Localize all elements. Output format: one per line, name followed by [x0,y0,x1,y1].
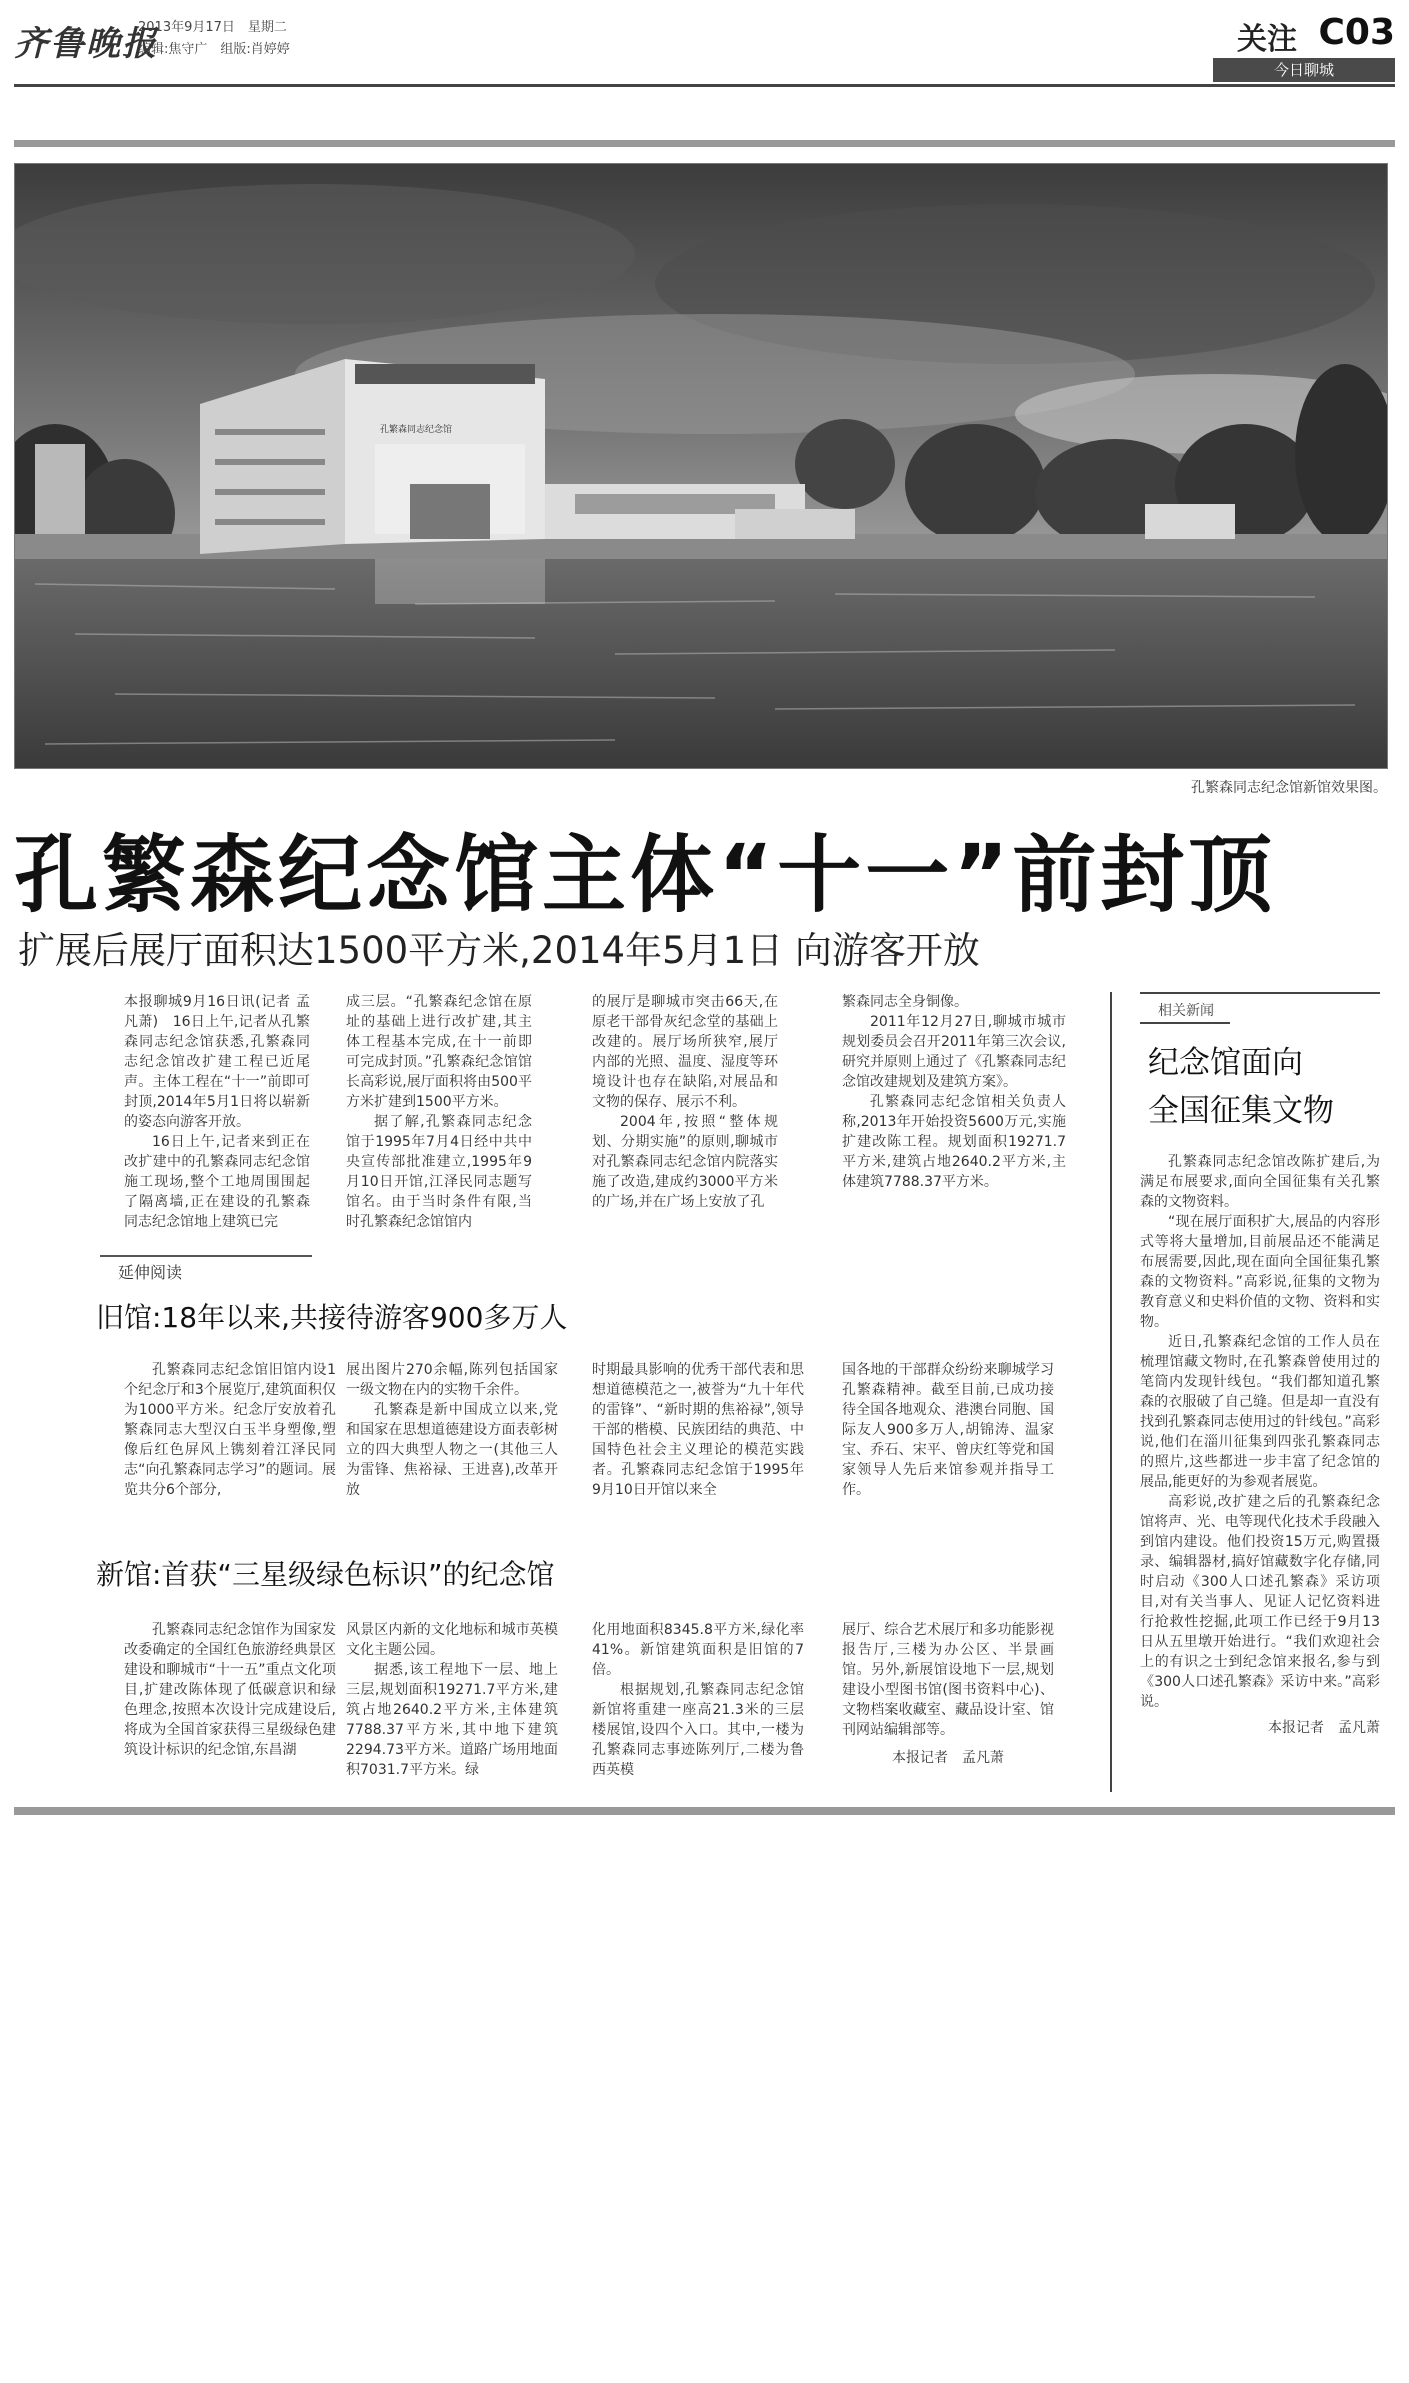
sidebar-divider [1110,992,1112,1792]
lead-paragraph: 2004年,按照“整体规划、分期实施”的原则,聊城市对孔繁森同志纪念馆内院落实施了改造,建成约3000平方米的广场,并在广场上安放了孔 [592,1114,778,1210]
extended-tab-rule [100,1255,312,1257]
old-hall-paragraph: 孔繁森同志纪念馆旧馆内设1个纪念厅和3个展览厅,建筑面积仅为1000平方米。纪念厅安放着孔繁森同志大型汉白玉半身塑像,塑像后红色屏风上镌刻着江泽民同志“向孔繁森同志学习”的题词。展览共分6个部分, [124,1362,336,1498]
lead-column-3 [592,992,778,1212]
building-rendering-photo [14,163,1388,769]
new-hall-heading: 新馆:首获“三星级绿色标识”的纪念馆 [96,1558,555,1591]
sidebar-top-rule [1140,992,1380,994]
sidebar-paragraph: “现在展厅面积扩大,展品的内容形式等将大量增加,目前展品还不能满足布展需要,因此,现在面向全国征集孔繁森的文物资料。”高彩说,征集的文物为教育意义和史料价值的文物、资料和实物。 [1140,1214,1380,1330]
photo-illustration [15,164,1387,768]
new-hall-column-3 [592,1620,804,1780]
old-hall-column-4 [842,1360,1054,1500]
sidebar-body [1140,1152,1380,1738]
photo-caption: 孔繁森同志纪念馆新馆效果图。 [1191,780,1387,796]
sub-headline: 扩展后展厅面积达1500平方米,2014年5月1日 向游客开放 [18,929,980,972]
lead-column-2 [346,992,532,1232]
old-hall-column-2 [346,1360,558,1500]
sidebar-paragraph: 孔繁森同志纪念馆改陈扩建后,为满足布展要求,面向全国征集有关孔繁森的文物资料。 [1140,1154,1380,1210]
extended-reading-tab: 延伸阅读 [118,1263,183,1282]
new-hall-paragraph: 风景区内新的文化地标和城市英模文化主题公园。 [346,1622,558,1658]
lead-paragraph: 16日上午,记者来到正在改扩建中的孔繁森同志纪念馆施工现场,整个工地周围围起了隔离墙,正在建设的孔繁森同志纪念馆地上建筑已完 [124,1134,310,1230]
lead-paragraph: 2011年12月27日,聊城市城市规划委员会召开2011年第三次会议,研究并原则上通过了《孔繁森同志纪念馆改建规划及建筑方案》。 [842,1014,1066,1090]
old-hall-column-1 [124,1360,336,1500]
masthead-logo: 齐鲁晚报 [14,24,158,64]
new-hall-paragraph: 据悉,该工程地下一层、地上三层,规划面积19271.7平方米,建筑占地2640.2平方米,主体建筑7788.37平方米,其中地下建筑2294.73平方米。道路广场用地面积7031.7平方米。绿 [346,1662,558,1778]
top-divider [14,140,1395,147]
subsection-bar: 今日聊城 [1213,58,1395,82]
lead-paragraph: 的展厅是聊城市突击66天,在原老干部骨灰纪念堂的基础上改建的。展厅场所狭窄,展厅内部的光照、温度、湿度等环境设计也存在缺陷,对展品和文物的保存、展示不利。 [592,994,778,1110]
lead-paragraph: 繁森同志全身铜像。 [842,994,968,1010]
building-sign: 孔繁森同志纪念馆 [380,425,453,435]
header-rule [14,84,1395,87]
new-hall-paragraph: 根据规划,孔繁森同志纪念馆新馆将重建一座高21.3米的三层楼展馆,设四个入口。其中,一楼为孔繁森同志事迹陈列厅,二楼为鲁西英模 [592,1682,804,1778]
lead-paragraph: 成三层。“孔繁森纪念馆在原址的基础上进行改扩建,其主体工程基本完成,在十一前即可完成封顶。”孔繁森纪念馆馆长高彩说,展厅面积将由500平方米扩建到1500平方米。 [346,994,532,1110]
new-hall-paragraph: 展厅、综合艺术展厅和多功能影视报告厅,三楼为办公区、半景画馆。另外,新展馆设地下一层,规划建设小型图书馆(图书资料中心)、文物档案收藏室、藏品设计室、馆刊网站编辑部等。 [842,1622,1054,1738]
lead-column-4 [842,992,1066,1192]
old-hall-column-3 [592,1360,804,1500]
new-hall-column-2 [346,1620,558,1780]
page-number: C03 [1318,12,1395,53]
old-hall-heading: 旧馆:18年以来,共接待游客900多万人 [96,1301,568,1334]
new-hall-column-4 [842,1620,1054,1768]
old-hall-paragraph: 孔繁森是新中国成立以来,党和国家在思想道德建设方面表彰树立的四大典型人物之一(其他三人为雷锋、焦裕禄、王进喜),改革开放 [346,1402,558,1498]
old-hall-paragraph: 展出图片270余幅,陈列包括国家一级文物在内的实物千余件。 [346,1362,558,1398]
new-hall-paragraph: 孔繁森同志纪念馆作为国家发改委确定的全国红色旅游经典景区建设和聊城市“十一五”重点文化项目,扩建改陈体现了低碳意识和绿色理念,按照本次设计完成建设后,将成为全国首家获得三星级绿色建筑设计标识的纪念馆,东昌湖 [124,1622,336,1758]
issue-date: 2013年9月17日 星期二 [138,20,287,35]
sidebar-label-rule [1140,1022,1230,1024]
lead-paragraph: 孔繁森同志纪念馆相关负责人称,2013年开始投资5600万元,实施扩建改陈工程。规划面积19271.7平方米,建筑占地2640.2平方米,主体建筑7788.37平方米。 [842,1094,1066,1190]
new-hall-paragraph: 化用地面积8345.8平方米,绿化率41%。新馆建筑面积是旧馆的7倍。 [592,1622,804,1678]
lead-paragraph: 据了解,孔繁森同志纪念馆于1995年7月4日经中共中央宣传部批准建立,1995年9月10日开馆,江泽民同志题写馆名。由于当时条件有限,当时孔繁森纪念馆馆内 [346,1114,532,1230]
lead-paragraph: 本报聊城9月16日讯(记者 孟凡萧) 16日上午,记者从孔繁森同志纪念馆获悉,孔繁森同志纪念馆改扩建工程已近尾声。主体工程在“十一”前即可封顶,2014年5月1日将以崭新的姿态向游客开放。 [124,994,310,1130]
sidebar-paragraph: 高彩说,改扩建之后的孔繁森纪念馆将声、光、电等现代化技术手段融入到馆内建设。他们投资15万元,购置摄录、编辑器材,搞好馆藏数字化存储,同时启动《300人口述孔繁森》采访项目,对有关当事人、见证人记忆资料进行抢救性挖掘,此项工作已经于9月13日从五里墩开始进行。“我们欢迎社会上的有识之士到纪念馆来报名,参与到《300人口述孔繁森》采访中来。”高彩说。 [1140,1494,1380,1710]
section-name: 关注 [1237,22,1297,57]
sidebar-byline: 本报记者 孟凡萧 [1268,1720,1380,1736]
sidebar-paragraph: 近日,孔繁森纪念馆的工作人员在梳理馆藏文物时,在孔繁森曾使用过的笔筒内发现针线包。“我们都知道孔繁森的衣服破了自己缝。但是却一直没有找到孔繁森同志使用过的针线包。”高彩说,他们在淄川征集到四张孔繁森同志的照片,这些都进一步丰富了纪念馆的展品,能更好的为参观者展览。 [1140,1334,1380,1490]
sidebar-headline-line-1: 纪念馆面向 [1148,1045,1303,1081]
old-hall-paragraph: 时期最具影响的优秀干部代表和思想道德模范之一,被誉为“九十年代的雷锋”、“新时期的焦裕禄”,领导干部的楷模、民族团结的典范、中国特色社会主义理论的模范实践者。孔繁森同志纪念馆于1995年9月10日开馆以来全 [592,1362,804,1498]
new-hall-byline: 本报记者 孟凡萧 [892,1750,1004,1766]
new-hall-column-1 [124,1620,336,1760]
bottom-divider [14,1807,1395,1815]
lead-column-1 [124,992,310,1232]
main-headline: 孔繁森纪念馆主体“十一”前封顶 [14,826,1277,924]
sidebar-headline-line-2: 全国征集文物 [1148,1093,1334,1129]
related-news-label: 相关新闻 [1158,1003,1214,1019]
old-hall-paragraph: 国各地的干部群众纷纷来聊城学习孔繁森精神。截至目前,已成功接待全国各地观众、港澳台同胞、国际友人900多万人,胡锦涛、温家宝、乔石、宋平、曾庆红等党和国家领导人先后来馆参观并指导工作。 [842,1362,1054,1498]
editor-credit: 编辑:焦守广 组版:肖婷婷 [138,42,290,57]
